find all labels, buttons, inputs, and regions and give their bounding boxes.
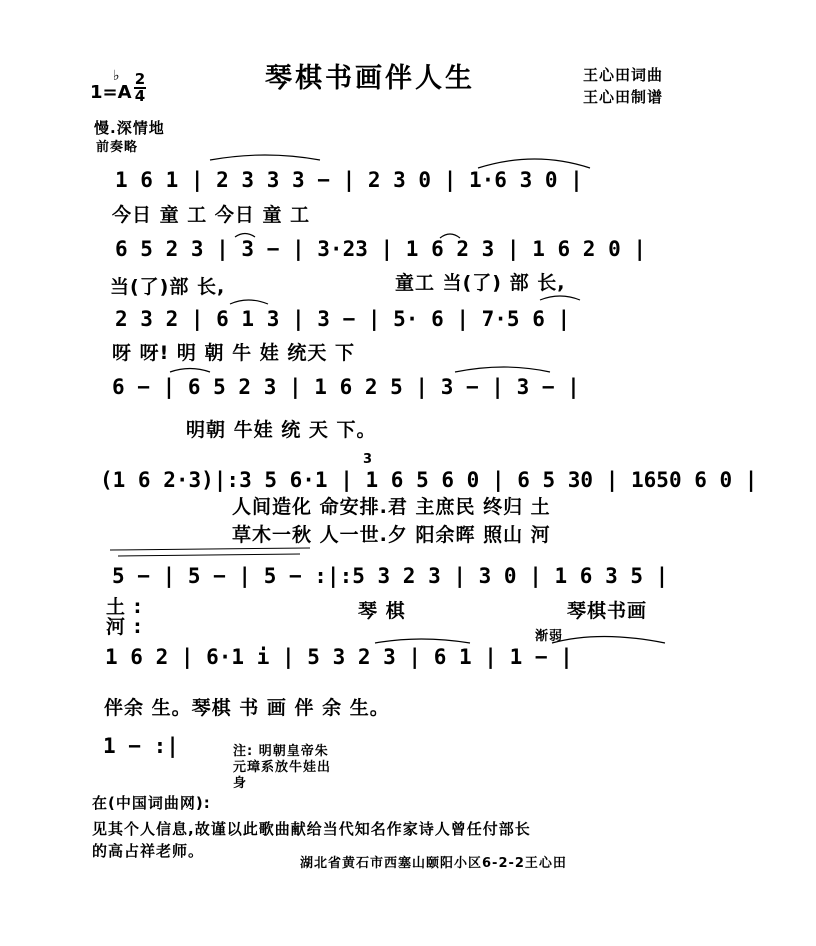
lyric-line-5a: 人间造化 命安排.君 主庶民 终归 土 [232, 496, 551, 518]
notation-line-1: 1 6 1 | 2 3 3 3 − | 2 3 0 | 1·6 3 0 | [115, 168, 583, 192]
time-signature-top: 2 [134, 70, 146, 88]
slur-arc [235, 234, 255, 238]
decorative-line [118, 554, 300, 556]
lyric-line-4: 明朝 牛娃 统 天 下。 [186, 419, 377, 441]
slur-arc [455, 367, 550, 372]
arranger-credit: 王心田制谱 [583, 88, 664, 106]
note-line-2: 元璋系放牛娃出 [233, 760, 332, 775]
notation-line-2: 6 5 2 3 | 3 − | 3·23 | 1 6 2 3 | 1 6 2 0 | [115, 237, 647, 261]
notation-line-7: 1 6 2 | 6·1 i | 5 3 2 3 | 6 1 | 1 − | [105, 645, 573, 669]
slur-arc [540, 296, 580, 300]
lyric-line-6c: 琴 棋 [358, 600, 406, 622]
prelude-note: 前奏略 [96, 140, 139, 155]
footer-line-3: 的高占祥老师。 [92, 842, 205, 860]
lyric-line-6a: 土 : [106, 596, 143, 618]
lyric-line-5b: 草木一秋 人一世.夕 阳余晖 照山 河 [232, 524, 551, 546]
slur-arc [230, 300, 268, 304]
notation-line-8: 1 − :| [103, 734, 179, 758]
time-signature-bottom: 4 [134, 87, 146, 105]
footer-address: 湖北省黄石市西塞山颐阳小区6-2-2王心田 [300, 856, 567, 871]
tempo-marking: 慢.深情地 [94, 119, 165, 137]
notation-line-4: 6 − | 6 5 2 3 | 1 6 2 5 | 3 − | 3 − | [112, 375, 580, 399]
note-line-1: 注: 明朝皇帝朱 [233, 744, 329, 759]
notation-line-3: 2 3 2 | 6 1 3 | 3 − | 5· 6 | 7·5 6 | [115, 307, 571, 331]
song-title: 琴棋书画伴人生 [265, 63, 475, 94]
notation-line-6: 5 − | 5 − | 5 − :|:5 3 2 3 | 3 0 | 1 6 3 5 | [112, 564, 669, 588]
flat-sign: ♭ [113, 68, 120, 84]
lyric-line-6b: 河 : [106, 616, 143, 638]
lyric-line-2b: 童工 当(了) 部 长, [395, 272, 566, 294]
slur-arc [478, 159, 590, 168]
triplet-mark: 3 [363, 452, 374, 467]
key-signature: 1=A [90, 82, 132, 103]
slur-arc [210, 155, 320, 160]
dynamic-marking: 渐弱 [535, 629, 564, 644]
lyric-line-6d: 琴棋书画 [567, 600, 648, 622]
slur-arc [552, 637, 665, 644]
slur-arc [375, 639, 470, 643]
footer-line-2: 见其个人信息,故谨以此歌曲献给当代知名作家诗人曾任付部长 [92, 820, 531, 838]
notation-line-5: (1 6 2·3)|:3 5 6·1 | 1 6 5 6 0 | 6 5 30 | 1650 6 0 | [100, 468, 758, 492]
lyric-line-7: 伴余 生。琴棋 书 画 伴 余 生。 [104, 697, 390, 719]
slur-arc [170, 369, 210, 373]
lyric-line-3: 呀 呀! 明 朝 牛 娃 统天 下 [112, 342, 355, 364]
slur-arc [440, 234, 460, 238]
lyricist-credit: 王心田词曲 [583, 66, 664, 84]
footer-line-1: 在(中国词曲网): [92, 794, 211, 812]
lyric-line-2a: 当(了)部 长, [110, 276, 226, 298]
decorative-line [110, 548, 310, 550]
lyric-line-1: 今日 童 工 今日 童 工 [112, 204, 311, 226]
note-line-3: 身 [233, 776, 248, 791]
